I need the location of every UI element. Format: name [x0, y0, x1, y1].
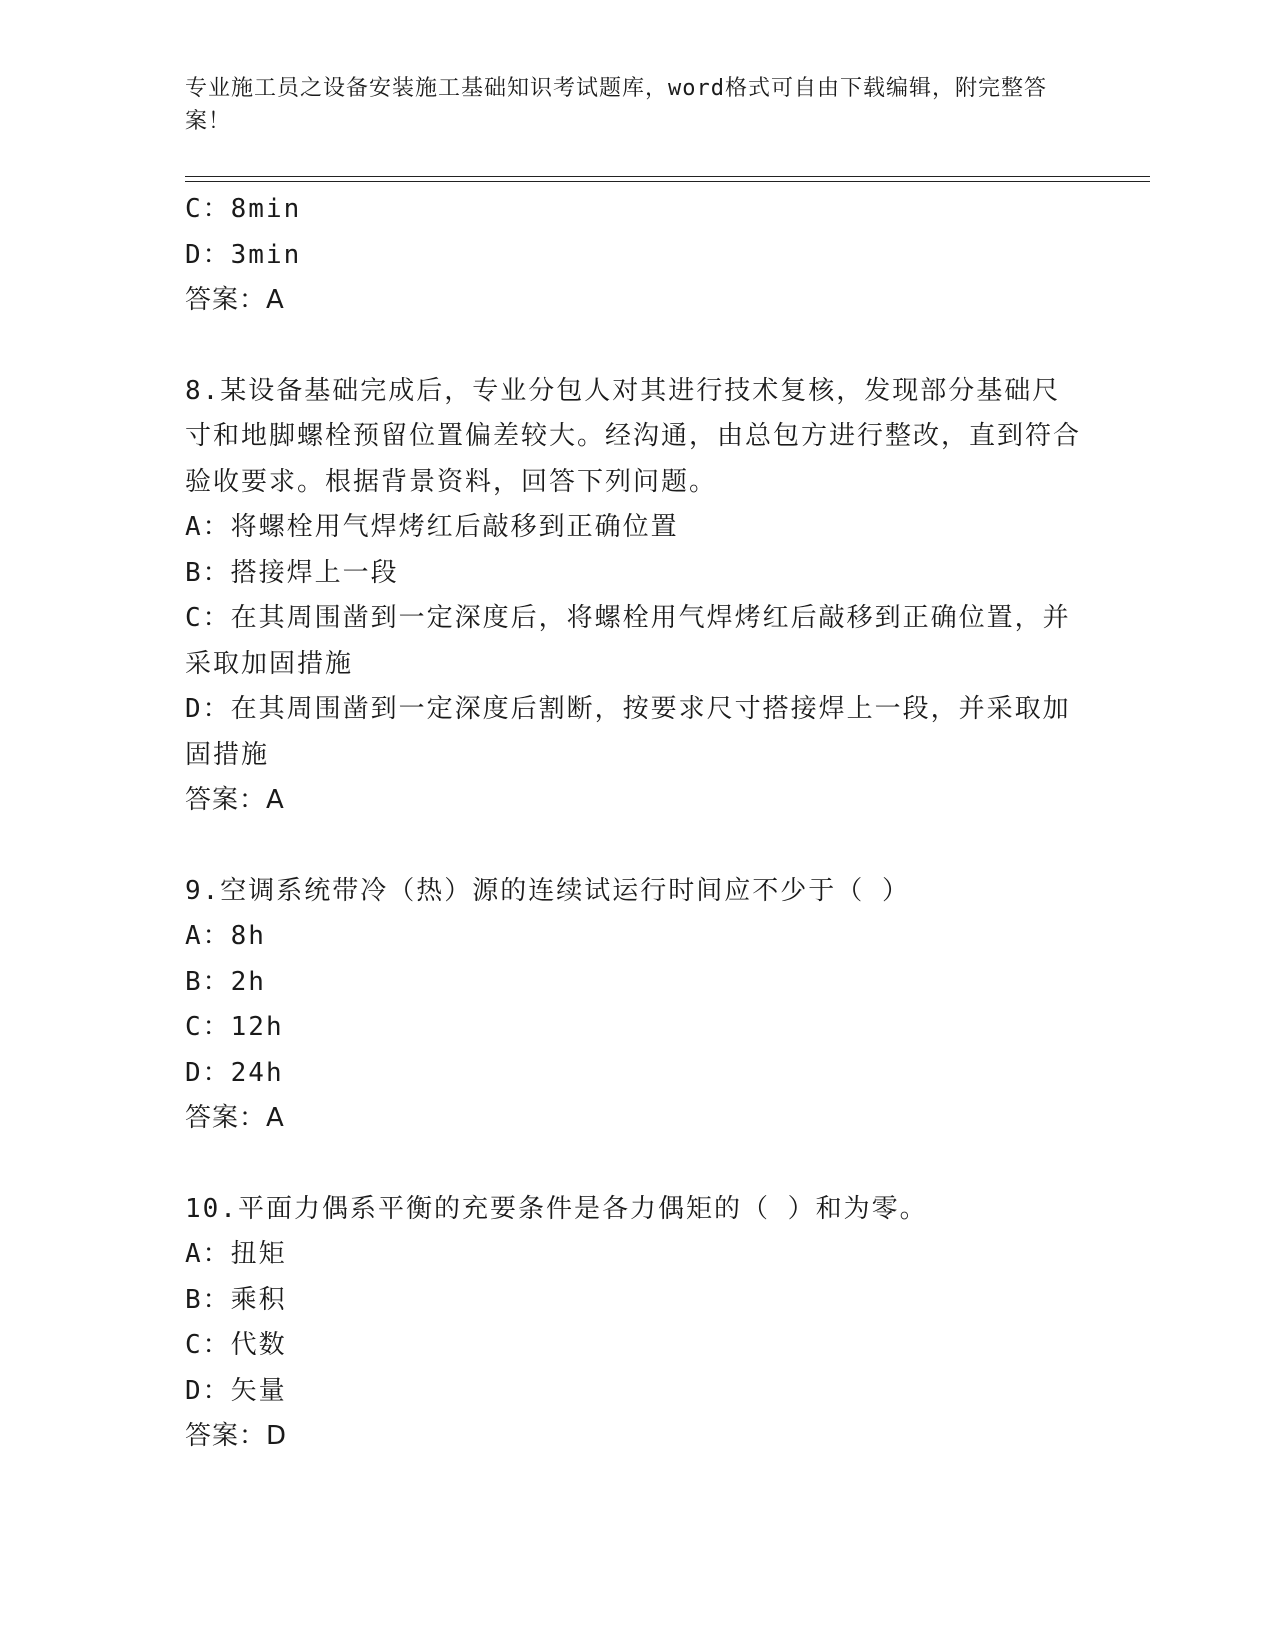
- option-a: A：扭矩: [185, 1239, 287, 1269]
- question-text: 8.某设备基础完成后，专业分包人对其进行技术复核，发现部分基础尺寸和地脚螺栓预留位置偏差较大。经沟通，由总包方进行整改，直到符合验收要求。根据背景资料，回答下列问题。: [185, 375, 1082, 497]
- option-b: B：乘积: [185, 1284, 287, 1315]
- option-d: D：矢量: [185, 1375, 287, 1406]
- spacer: [185, 1142, 1085, 1187]
- document-header: 专业施工员之设备安装施工基础知识考试题库，word格式可自由下载编辑，附完整答案！: [185, 76, 1047, 134]
- question-text: 10.平面力偶系平衡的充要条件是各力偶矩的（ ）和为零。: [185, 1193, 928, 1224]
- option-d: D：在其周围凿到一定深度后割断，按要求尺寸搭接焊上一段，并采取加固措施: [185, 694, 1071, 770]
- option-d: D：24h: [185, 1057, 284, 1088]
- question-text: 9.空调系统带冷（热）源的连续试运行时间应不少于（ ）: [185, 875, 910, 906]
- question-list: [185, 187, 1085, 1460]
- question-block-prev: [185, 187, 1085, 324]
- question-block-10: [185, 1187, 1085, 1460]
- option-b: B：搭接焊上一段: [185, 557, 399, 588]
- spacer: [185, 324, 1085, 369]
- question-block-9: [185, 869, 1085, 1142]
- option-d: D：3min: [185, 239, 302, 270]
- option-a: A：将螺栓用气焊烤红后敲移到正确位置: [185, 512, 679, 542]
- option-b: B：2h: [185, 966, 266, 997]
- answer: 答案：A: [185, 1103, 285, 1133]
- answer: 答案：A: [185, 785, 285, 815]
- answer: 答案：A: [185, 285, 285, 315]
- option-c: C：12h: [185, 1012, 284, 1042]
- option-c: C：在其周围凿到一定深度后，将螺栓用气焊烤红后敲移到正确位置，并采取加固措施: [185, 603, 1071, 679]
- spacer: [185, 824, 1085, 869]
- option-c: C：8min: [185, 194, 302, 224]
- answer: 答案：D: [185, 1421, 288, 1451]
- question-block-8: [185, 369, 1085, 824]
- header-rule-top: [185, 176, 1150, 177]
- header-rule-bottom: [185, 181, 1150, 182]
- option-a: A：8h: [185, 921, 266, 951]
- option-c: C：代数: [185, 1330, 287, 1360]
